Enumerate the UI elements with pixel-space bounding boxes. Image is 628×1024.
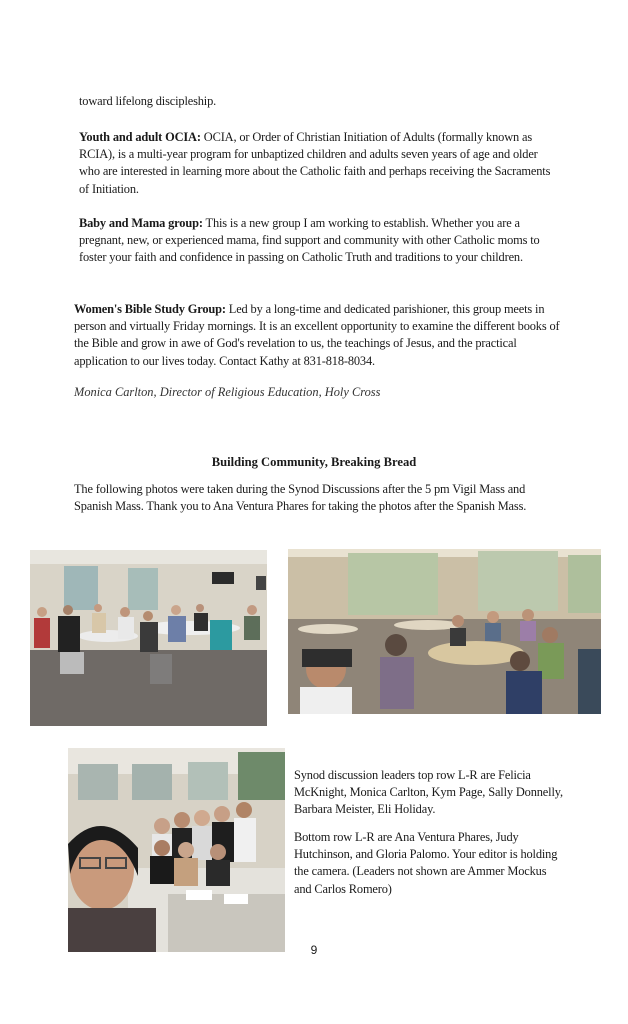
ocia-paragraph [79,129,559,198]
caption-bottom-row: Bottom row L-R are Ana Ventura Phares, Judy Hutchinson, and Gloria Palomo. Your editor is holding the camera. (Leaders not shown are Ammer Mockus and Carlos Romero) [294,830,558,896]
author-signature: Monica Carlton, Director of Religious Education, Holy Cross [74,385,381,399]
intro-tail-text: toward lifelong discipleship. [79,94,217,108]
ocia-body: OCIA, or Order of Christian Initiation of Adults (formally known as RCIA), is a multi-year program for unbaptized children and adults seven years of age and older who are interested in learning more about the Catholic faith and perhaps receiving the Sacraments of Initiation. [79,130,551,196]
community-paragraph: The following photos were taken during the Synod Discussions after the 5 pm Vigil Mass and Spanish Mass. Thank you to Ana Ventura Phares for taking the photos after the Spanish Mass. [74,482,527,514]
baby-mama-title: Baby and Mama group: [79,216,203,230]
caption-top-row: Synod discussion leaders top row L-R are Felicia McKnight, Monica Carlton, Kym Page, Sally Donnelly, Barbara Meister, Eli Holiday. [294,768,563,817]
bible-study-body: Led by a long-time and dedicated parishioner, this group meets in person and virtually Friday mornings. It is an excellent opportunity to examine the different books of the Bible and grow in awe of God's revelation to us, the teachings of Jesus, and the practical application to our lives today. Contact Kathy at 831-818-8034. [74,302,560,368]
bible-study-title: Women's Bible Study Group: [74,302,226,316]
synod-leaders-group-photo [68,748,285,952]
spanish-mass-discussion-photo [288,549,601,714]
bible-study-paragraph [74,301,564,370]
baby-mama-paragraph [79,215,559,267]
community-heading: Building Community, Breaking Bread [211,455,417,469]
vigil-mass-discussion-photo [30,550,267,726]
ocia-title: Youth and adult OCIA: [79,130,201,144]
page-number: 9 [310,943,318,957]
baby-mama-body: This is a new group I am working to establish. Whether you are a pregnant, new, or experienced mama, find support and community with other Catholic moms to foster your faith and confidence in passing on Catholic Truth and traditions to your children. [79,216,540,265]
